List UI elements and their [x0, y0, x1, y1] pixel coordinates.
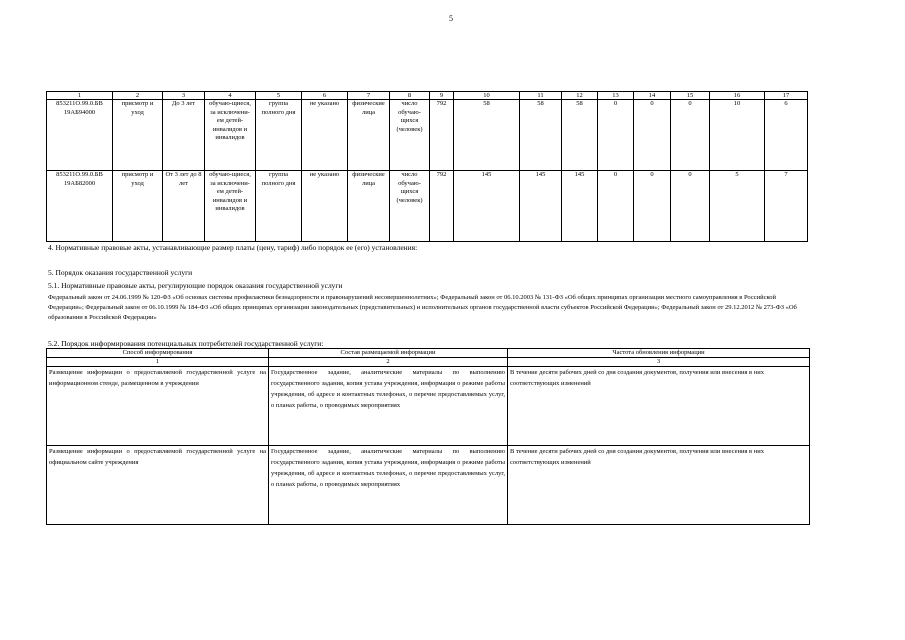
value-cell: 0	[634, 171, 671, 242]
service-volume-table	[46, 91, 808, 242]
col-number: 12	[562, 92, 598, 100]
table-row	[47, 367, 810, 446]
col-number: 8	[390, 92, 430, 100]
value-cell: 0	[634, 100, 671, 171]
value-cell: 6	[765, 100, 808, 171]
value-cell: 7	[765, 171, 808, 242]
col-number: 3	[163, 92, 205, 100]
section-5-2-heading: 5.2. Порядок информирования потенциальных потребителей государственной услуги:	[48, 339, 324, 348]
stay-mode: группа полного дня	[256, 171, 302, 242]
column-number-row	[47, 358, 810, 367]
value-cell: 0	[671, 171, 710, 242]
value-cell: 145	[562, 171, 598, 242]
okei-code: 792	[430, 171, 454, 242]
col-number: 1	[47, 92, 113, 100]
update-frequency: В течение десяти рабочих дней со дня создания документов, получения или внесения в них соответствующих изменений	[508, 367, 810, 446]
informing-method: Размещение информации о предоставляемой государственной услуге на информационном стенде, размещенном в учреждении	[47, 367, 269, 446]
service-content: присмотр и уход	[113, 171, 163, 242]
condition: не указано	[302, 171, 348, 242]
col-number: 7	[348, 92, 390, 100]
col-number: 13	[598, 92, 634, 100]
legal-acts-text: Федеральный закон от 24.06.1999 № 120-ФЗ «Об основах системы профилактики безнадзорности и правонарушений несовершеннолетних»; Федеральный закон от 06.10.2003 № 131-ФЗ «Об общих принципах организации местного самоуправления в Российской Федерации»; Федеральный закон от 06.10.1999 № 184-ФЗ «Об общих принципах организации законодательных (представительных) и исполнительных органов государственной власти субъектов Российской Федерации»; Федеральный закон от 29.12.2012 № 273-ФЗ «Об образовании в Российской Федерации»	[48, 294, 797, 321]
value-cell: 58	[520, 100, 562, 171]
registry-code: 853211О.99.0.БВ 19АБ82000	[47, 171, 113, 242]
table-row	[47, 171, 808, 242]
col-number: 2	[269, 358, 508, 367]
col-number: 17	[765, 92, 808, 100]
indicator-name: число обучаю-щихся (человек)	[390, 171, 430, 242]
condition: не указано	[302, 100, 348, 171]
table-row	[47, 446, 810, 525]
value-cell: 145	[520, 171, 562, 242]
header-frequency: Частота обновления информации	[508, 349, 810, 358]
col-number: 5	[256, 92, 302, 100]
col-number: 6	[302, 92, 348, 100]
col-number: 14	[634, 92, 671, 100]
informing-content: Государственное задание, аналитические материалы по выполнению государственного задания, копия устава учреждения, информация о режиме работы учреждения, об адресе и контактных телефонах, о перечне предоставляемых услуг, о планах работы, о проводимых мероприятиях	[269, 446, 508, 525]
value-cell: 58	[562, 100, 598, 171]
age-group: От 3 лет до 8 лет	[163, 171, 205, 242]
col-number: 15	[671, 92, 710, 100]
col-number: 2	[113, 92, 163, 100]
registry-code: 853211О.99.0.БВ 19АБ94000	[47, 100, 113, 171]
stay-mode: группа полного дня	[256, 100, 302, 171]
section-5-1-heading: 5.1. Нормативные правовые акты, регулирующие порядок оказания государственной услуги	[48, 281, 343, 290]
header-row	[47, 349, 810, 358]
table-row	[47, 100, 808, 171]
col-number: 3	[508, 358, 810, 367]
col-number: 9	[430, 92, 454, 100]
column-number-row	[47, 92, 808, 100]
page-number: 5	[449, 14, 453, 23]
value-cell: 0	[598, 100, 634, 171]
value-cell: 0	[671, 100, 710, 171]
col-number: 4	[205, 92, 256, 100]
update-frequency: В течение десяти рабочих дней со дня создания документов, получения или внесения в них соответствующих изменений	[508, 446, 810, 525]
informing-content: Государственное задание, аналитические материалы по выполнению государственного задания, копия устава учреждения, информация о режиме работы учреждения, об адресе и контактных телефонах, о перечне предоставляемых услуг, о планах работы, о проводимых мероприятиях	[269, 367, 508, 446]
service-content: присмотр и уход	[113, 100, 163, 171]
informing-table	[46, 348, 810, 525]
header-method: Способ информирования	[47, 349, 269, 358]
okei-code: 792	[430, 100, 454, 171]
value-cell: 10	[710, 100, 765, 171]
value-cell: 58	[454, 100, 520, 171]
col-number: 16	[710, 92, 765, 100]
section-5-heading: 5. Порядок оказания государственной услуги	[48, 268, 193, 277]
col-number: 11	[520, 92, 562, 100]
consumer-form: физические лица	[348, 100, 390, 171]
age-group: До 3 лет	[163, 100, 205, 171]
section-4-heading: 4. Нормативные правовые акты, устанавливающие размер платы (цену, тариф) либо порядок ее (его) установления:	[48, 243, 418, 252]
consumer-category: обучаю-щиеся, за исключени-ем детей-инвалидов и инвалидов	[205, 100, 256, 171]
informing-method: Размещение информации о предоставляемой государственной услуге на официальном сайте учреждения	[47, 446, 269, 525]
col-number: 10	[454, 92, 520, 100]
indicator-name: число обучаю-щихся (человек)	[390, 100, 430, 171]
consumer-form: физические лица	[348, 171, 390, 242]
value-cell: 5	[710, 171, 765, 242]
header-content: Состав размещаемой информации	[269, 349, 508, 358]
consumer-category: обучаю-щиеся, за исключени-ем детей-инвалидов и инвалидов	[205, 171, 256, 242]
value-cell: 0	[598, 171, 634, 242]
col-number: 1	[47, 358, 269, 367]
value-cell: 145	[454, 171, 520, 242]
